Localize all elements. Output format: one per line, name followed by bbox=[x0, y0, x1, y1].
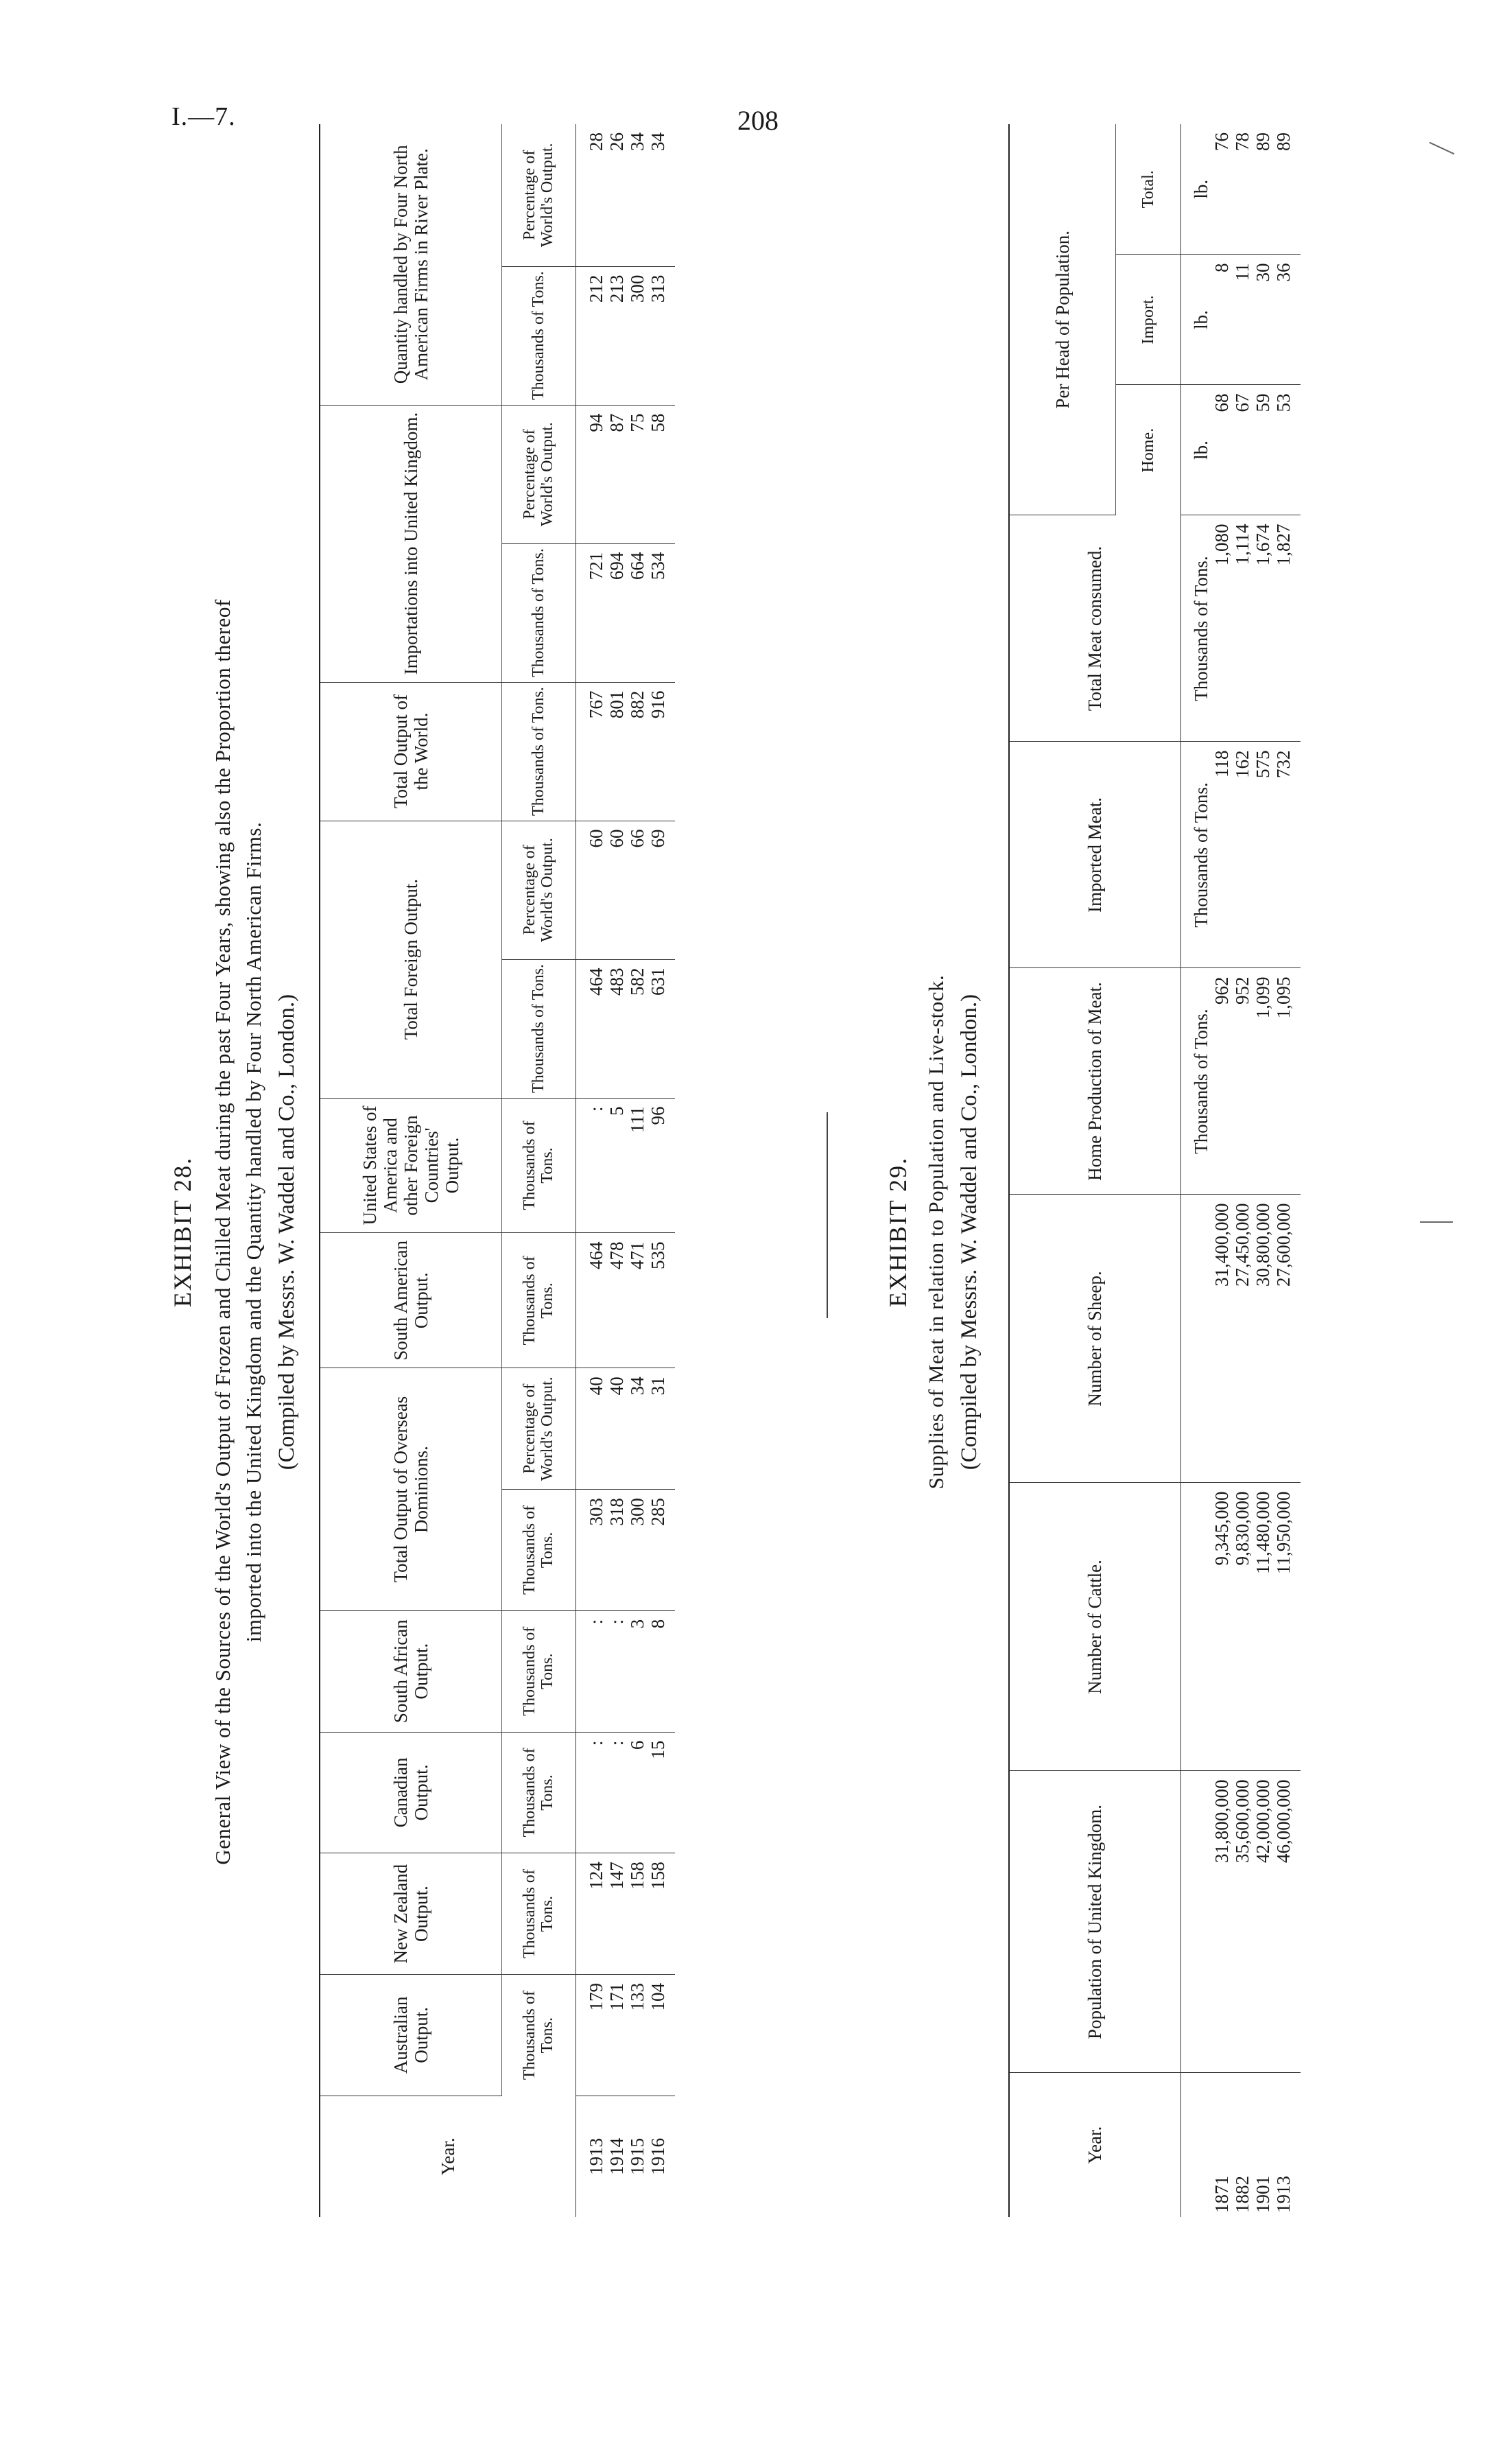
table-cell: 40 bbox=[575, 1368, 606, 1490]
table-cell: 67 bbox=[1232, 385, 1253, 515]
year-cell: 1882 bbox=[1231, 2176, 1253, 2213]
table-row bbox=[1232, 124, 1253, 2217]
exhibit-29-caption: Supplies of Meat in relation to Population and Live-stock. bbox=[924, 974, 948, 1490]
unit-header: Thousands of Tons. bbox=[501, 1975, 575, 2096]
table-cell: 483 bbox=[606, 959, 627, 1098]
unit-label: lb. bbox=[1180, 255, 1211, 385]
print-mark bbox=[1420, 1221, 1453, 1223]
year-cell: 1901 bbox=[1252, 2176, 1273, 2213]
table-row bbox=[1273, 124, 1301, 2217]
exhibit-29-table bbox=[1008, 124, 1301, 2217]
exhibit-29-compiled-note: (Compiled by Messrs. W. Waddel and Co., London.) bbox=[957, 994, 982, 1470]
col-foreign-header: Total Foreign Output. bbox=[320, 821, 501, 1098]
col-imports-header: Importations into United Kingdom. bbox=[320, 405, 501, 682]
table-cell: 171 bbox=[606, 1975, 627, 2096]
table-cell: : bbox=[606, 1610, 627, 1732]
unit-header: Percentage of World's Output. bbox=[501, 821, 575, 959]
col-import-header: Import. bbox=[1115, 255, 1180, 385]
exhibit-28-title: EXHIBIT 28. bbox=[169, 1156, 196, 1308]
col-usa-other-header: United States of America and other Foreign Countries' Output. bbox=[320, 1098, 501, 1233]
table-cell: 31 bbox=[648, 1368, 675, 1490]
col-canadian-header: Canadian Output. bbox=[320, 1732, 501, 1853]
col-australian-header: Australian Output. bbox=[320, 1975, 501, 2096]
table-cell: 89 bbox=[1273, 124, 1301, 255]
table-cell: 31,800,000 bbox=[1211, 1771, 1232, 2073]
table-cell: 59 bbox=[1253, 385, 1273, 515]
table-cell: 9,345,000 bbox=[1211, 1483, 1232, 1771]
unit-header: Thousands of Tons. bbox=[501, 682, 575, 821]
table-cell: 15 bbox=[648, 1732, 675, 1853]
table-row bbox=[606, 124, 627, 2217]
table-cell: 952 bbox=[1232, 968, 1253, 1195]
year-cell: 1871 bbox=[1211, 2176, 1232, 2213]
table-cell: 694 bbox=[606, 543, 627, 682]
table-cell: 478 bbox=[606, 1233, 627, 1368]
empty-cell bbox=[1180, 1483, 1211, 1771]
year-cell: 1913 bbox=[575, 2096, 606, 2217]
unit-header: Thousands of Tons. bbox=[501, 1233, 575, 1368]
year-cell: 1915 bbox=[626, 2137, 648, 2175]
table-row bbox=[575, 124, 606, 2217]
unit-header: Thousands of Tons. bbox=[501, 1098, 575, 1233]
print-mark bbox=[1429, 142, 1454, 155]
table-cell: 76 bbox=[1211, 124, 1232, 255]
table-cell: : bbox=[575, 1732, 606, 1853]
col-imported-meat-header: Imported Meat. bbox=[1009, 742, 1180, 968]
table-cell: 575 bbox=[1253, 742, 1273, 968]
table-cell: 42,000,000 bbox=[1253, 1771, 1273, 2073]
table-cell: 916 bbox=[648, 682, 675, 821]
unit-header: Thousands of Tons. bbox=[501, 1853, 575, 1975]
col-new-zealand-header: New Zealand Output. bbox=[320, 1853, 501, 1975]
table-cell: 464 bbox=[575, 1233, 606, 1368]
table-cell: 732 bbox=[1273, 742, 1301, 968]
col-sheep-header: Number of Sheep. bbox=[1009, 1195, 1180, 1483]
units-row bbox=[1180, 124, 1211, 2217]
unit-header: Thousands of Tons. bbox=[501, 543, 575, 682]
table-cell: 1,114 bbox=[1232, 515, 1253, 742]
table-cell: 303 bbox=[575, 1490, 606, 1611]
table-cell: 1,827 bbox=[1273, 515, 1301, 742]
table-cell: 31,400,000 bbox=[1211, 1195, 1232, 1483]
unit-header: Thousands of Tons. bbox=[501, 266, 575, 405]
table-cell: : bbox=[575, 1610, 606, 1732]
table-cell: 464 bbox=[575, 959, 606, 1098]
table-cell: 35,600,000 bbox=[1232, 1771, 1253, 2073]
table-cell: 664 bbox=[627, 543, 648, 682]
unit-header: Thousands of Tons. bbox=[501, 1490, 575, 1611]
table-cell: 11,480,000 bbox=[1253, 1483, 1273, 1771]
table-cell: 535 bbox=[648, 1233, 675, 1368]
table-row bbox=[1253, 124, 1273, 2217]
table-cell: 34 bbox=[648, 124, 675, 266]
col-total-meat-header: Total Meat consumed. bbox=[1009, 515, 1180, 742]
table-cell: 89 bbox=[1253, 124, 1273, 255]
col-home-production-header: Home Production of Meat. bbox=[1009, 968, 1180, 1195]
table-cell: 11,950,000 bbox=[1273, 1483, 1301, 1771]
table-cell: 300 bbox=[627, 266, 648, 405]
table-cell: 582 bbox=[627, 959, 648, 1098]
table-cell: 53 bbox=[1273, 385, 1301, 515]
empty-cell bbox=[1180, 1771, 1211, 2073]
year-cell: 1914 bbox=[606, 2137, 627, 2175]
table-cell: 1,099 bbox=[1253, 968, 1273, 1195]
table-cell: 28 bbox=[575, 124, 606, 266]
col-year-header: Year. bbox=[320, 2096, 575, 2217]
table-cell: 8 bbox=[1211, 255, 1232, 385]
table-cell: 471 bbox=[627, 1233, 648, 1368]
table-cell: 801 bbox=[606, 682, 627, 821]
unit-label: Thousands of Tons. bbox=[1180, 968, 1211, 1195]
table-cell: 78 bbox=[1232, 124, 1253, 255]
table-cell: 60 bbox=[575, 821, 606, 959]
table-cell: 882 bbox=[627, 682, 648, 821]
table-cell: 534 bbox=[648, 543, 675, 682]
unit-header: Percentage of World's Output. bbox=[501, 405, 575, 543]
col-population-header: Population of United Kingdom. bbox=[1009, 1771, 1180, 2073]
table-cell: 26 bbox=[606, 124, 627, 266]
divider-rule bbox=[827, 1112, 828, 1318]
table-cell: 27,600,000 bbox=[1273, 1195, 1301, 1483]
unit-header: Percentage of World's Output. bbox=[501, 1368, 575, 1490]
unit-header: Thousands of Tons. bbox=[501, 1732, 575, 1853]
table-cell: 69 bbox=[648, 821, 675, 959]
table-cell: 179 bbox=[575, 1975, 606, 2096]
table-cell: 133 bbox=[627, 1975, 648, 2096]
table-cell: 721 bbox=[575, 543, 606, 682]
empty-cell bbox=[1180, 1195, 1211, 1483]
table-cell: 318 bbox=[606, 1490, 627, 1611]
table-cell: 40 bbox=[606, 1368, 627, 1490]
table-cell: 767 bbox=[575, 682, 606, 821]
table-cell: 285 bbox=[648, 1490, 675, 1611]
col-world-header: Total Output of the World. bbox=[320, 682, 501, 821]
table-row bbox=[648, 124, 675, 2217]
table-cell: 60 bbox=[606, 821, 627, 959]
exhibit-29-table-body bbox=[1180, 124, 1301, 2217]
page-number: 208 bbox=[737, 105, 779, 136]
unit-label: lb. bbox=[1180, 124, 1211, 255]
col-north-american-header: Quantity handled by Four North American Firms in River Plate. bbox=[320, 124, 501, 405]
table-cell: 36 bbox=[1273, 255, 1301, 385]
unit-label: lb. bbox=[1180, 385, 1211, 515]
table-cell: 118 bbox=[1211, 742, 1232, 968]
year-cell: 1916 bbox=[647, 2137, 668, 2175]
table-cell: 30,800,000 bbox=[1253, 1195, 1273, 1483]
table-cell: 124 bbox=[575, 1853, 606, 1975]
exhibit-28-compiled-note: (Compiled by Messrs. W. Waddel and Co., London.) bbox=[274, 994, 299, 1470]
table-cell: 158 bbox=[627, 1853, 648, 1975]
table-cell: 147 bbox=[606, 1853, 627, 1975]
unit-label: Thousands of Tons. bbox=[1180, 742, 1211, 968]
table-cell: 300 bbox=[627, 1490, 648, 1611]
empty-cell bbox=[1180, 2073, 1211, 2217]
table-cell: 158 bbox=[648, 1853, 675, 1975]
unit-label: Thousands of Tons. bbox=[1180, 515, 1211, 742]
document-reference: I.—7. bbox=[171, 102, 236, 131]
table-cell: 1,080 bbox=[1211, 515, 1232, 742]
col-cattle-header: Number of Cattle. bbox=[1009, 1483, 1180, 1771]
table-cell: 9,830,000 bbox=[1232, 1483, 1253, 1771]
table-cell: 34 bbox=[627, 124, 648, 266]
table-cell: 1,095 bbox=[1273, 968, 1301, 1195]
table-cell: 30 bbox=[1253, 255, 1273, 385]
col-south-african-header: South African Output. bbox=[320, 1610, 501, 1732]
col-overseas-header: Total Output of Overseas Dominions. bbox=[320, 1368, 501, 1610]
table-cell: 68 bbox=[1211, 385, 1232, 515]
table-cell: 111 bbox=[627, 1098, 648, 1233]
table-cell: 75 bbox=[627, 405, 648, 543]
table-cell: 94 bbox=[575, 405, 606, 543]
col-home-header: Home. bbox=[1115, 385, 1180, 515]
col-year-header: Year. bbox=[1009, 2073, 1180, 2217]
table-cell: 313 bbox=[648, 266, 675, 405]
table-cell: 27,450,000 bbox=[1232, 1195, 1253, 1483]
table-cell: 11 bbox=[1232, 255, 1253, 385]
table-cell: 5 bbox=[606, 1098, 627, 1233]
col-south-american-header: South American Output. bbox=[320, 1233, 501, 1368]
exhibit-29-title: EXHIBIT 29. bbox=[884, 1156, 912, 1308]
unit-header: Percentage of World's Output. bbox=[501, 124, 575, 266]
year-cell: 1913 bbox=[1272, 2176, 1294, 2213]
table-cell: 104 bbox=[648, 1975, 675, 2096]
unit-header: Thousands of Tons. bbox=[501, 959, 575, 1098]
table-row bbox=[1211, 124, 1232, 2217]
col-per-head-header: Per Head of Population. bbox=[1009, 124, 1115, 515]
exhibit-28-table bbox=[319, 124, 675, 2217]
col-total-header: Total. bbox=[1115, 124, 1180, 255]
table-cell: 34 bbox=[627, 1368, 648, 1490]
exhibit-28-table-body bbox=[575, 124, 675, 2217]
exhibit-28-caption-line1: General View of the Sources of the World's Output of Frozen and Chilled Meat during the past Four Years, showing also the Proportion thereof bbox=[211, 599, 235, 1865]
table-cell: 58 bbox=[648, 405, 675, 543]
table-cell: 212 bbox=[575, 266, 606, 405]
table-row bbox=[627, 124, 648, 2217]
table-cell: 87 bbox=[606, 405, 627, 543]
table-cell: 1,674 bbox=[1253, 515, 1273, 742]
table-cell: 96 bbox=[648, 1098, 675, 1233]
unit-header: Thousands of Tons. bbox=[501, 1610, 575, 1732]
table-cell: 66 bbox=[627, 821, 648, 959]
table-cell: 213 bbox=[606, 266, 627, 405]
table-cell: : bbox=[606, 1732, 627, 1853]
table-cell: : bbox=[575, 1098, 606, 1233]
table-cell: 631 bbox=[648, 959, 675, 1098]
table-cell: 3 bbox=[627, 1610, 648, 1732]
table-cell: 8 bbox=[648, 1610, 675, 1732]
table-cell: 46,000,000 bbox=[1273, 1771, 1301, 2073]
exhibit-28-caption-line2: imported into the United Kingdom and the Quantity handled by Four North American Firms. bbox=[241, 821, 265, 1643]
table-cell: 162 bbox=[1232, 742, 1253, 968]
table-cell: 962 bbox=[1211, 968, 1232, 1195]
table-cell: 6 bbox=[627, 1732, 648, 1853]
